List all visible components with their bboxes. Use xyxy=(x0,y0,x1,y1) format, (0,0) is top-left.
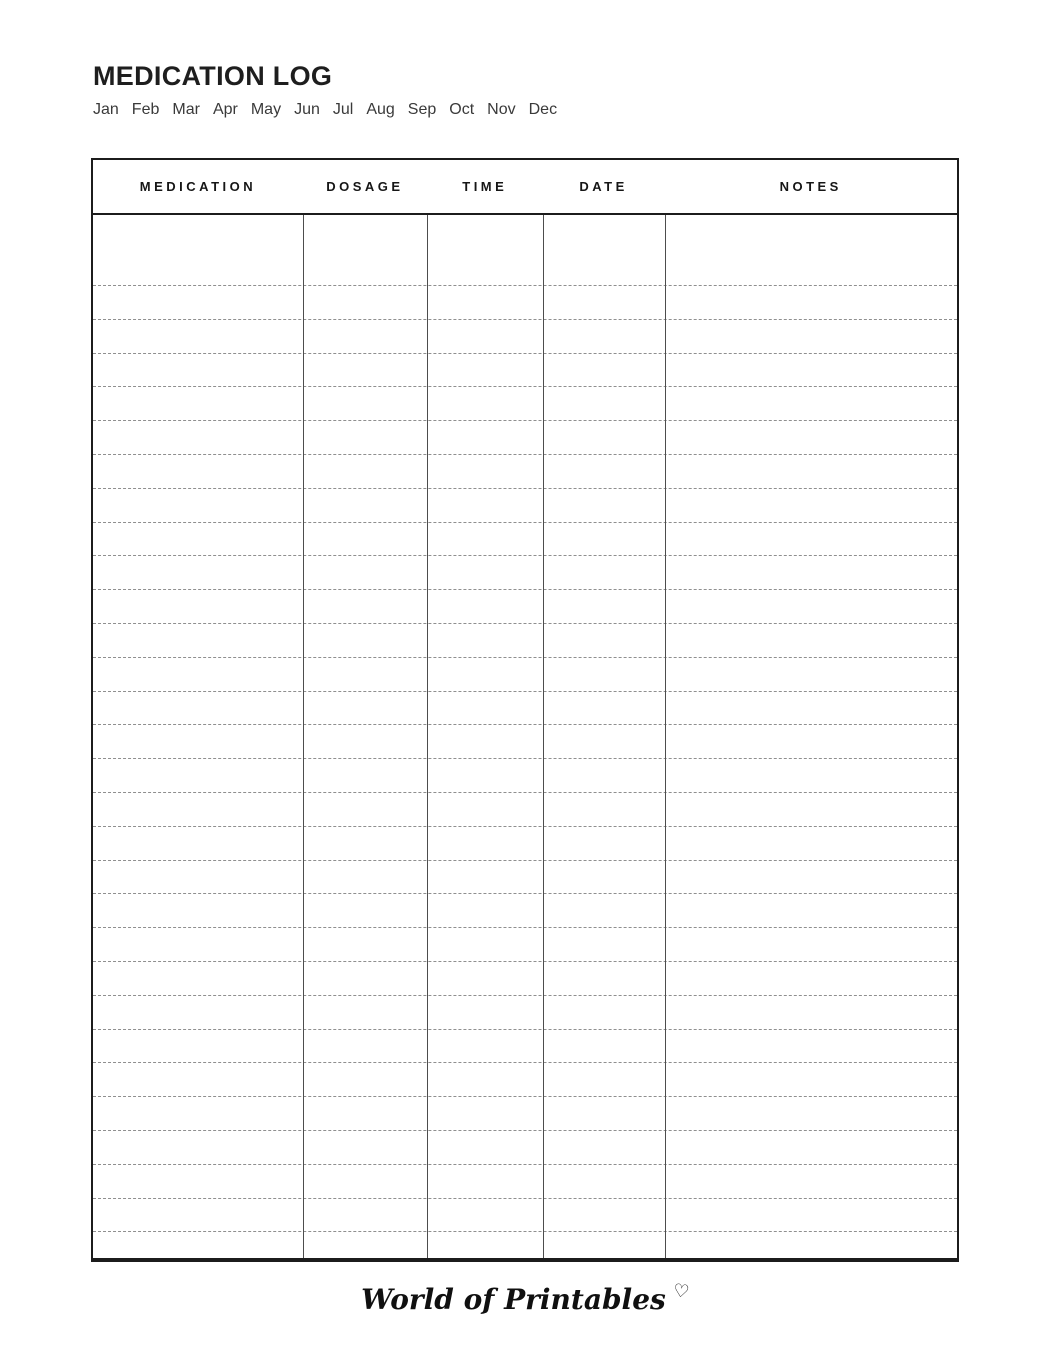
table-row xyxy=(93,489,957,523)
table-row xyxy=(93,692,957,726)
table-row xyxy=(93,725,957,759)
table-row xyxy=(93,1232,957,1258)
month-feb: Feb xyxy=(131,101,160,118)
table-header-row xyxy=(93,160,957,215)
month-mar: Mar xyxy=(172,101,200,118)
table-row xyxy=(93,523,957,557)
table-body xyxy=(93,215,957,1258)
table-row xyxy=(93,590,957,624)
table-row xyxy=(93,387,957,421)
month-jun: Jun xyxy=(294,101,320,118)
table-row xyxy=(93,215,957,286)
brand-logo-text: World of Printables xyxy=(361,1283,666,1316)
table-row xyxy=(93,928,957,962)
month-apr: Apr xyxy=(212,101,238,118)
table-row xyxy=(93,658,957,692)
month-dec: Dec xyxy=(528,101,558,118)
table-row xyxy=(93,894,957,928)
month-may: May xyxy=(250,101,282,118)
table-row xyxy=(93,827,957,861)
footer xyxy=(0,1281,1050,1316)
table-row xyxy=(93,556,957,590)
month-aug: Aug xyxy=(366,101,395,118)
month-jan: Jan xyxy=(93,101,119,118)
month-jul: Jul xyxy=(332,101,354,118)
column-header-notes: NOTES xyxy=(779,179,842,194)
table-row xyxy=(93,861,957,895)
column-divider xyxy=(543,215,544,1258)
column-divider xyxy=(427,215,428,1258)
column-header-dosage: DOSAGE xyxy=(326,179,404,194)
table-row xyxy=(93,1030,957,1064)
table-row xyxy=(93,1131,957,1165)
table-row xyxy=(93,455,957,489)
table-row xyxy=(93,996,957,1030)
column-divider xyxy=(303,215,304,1258)
table-row xyxy=(93,320,957,354)
table-row xyxy=(93,1199,957,1233)
month-nov: Nov xyxy=(487,101,516,118)
heart-icon: ♡ xyxy=(671,1279,691,1304)
column-header-medication: MEDICATION xyxy=(139,179,257,194)
table-row xyxy=(93,286,957,320)
column-header-time: TIME xyxy=(462,179,508,194)
medication-log-table xyxy=(91,158,959,1262)
table-row xyxy=(93,421,957,455)
column-divider xyxy=(665,215,666,1258)
table-row xyxy=(93,793,957,827)
month-oct: Oct xyxy=(449,101,475,118)
table-row xyxy=(93,624,957,658)
page-title: MEDICATION LOG xyxy=(93,61,333,91)
column-header-date: DATE xyxy=(579,179,628,194)
table-row xyxy=(93,1063,957,1097)
table-row xyxy=(93,962,957,996)
table-row xyxy=(93,1097,957,1131)
table-row xyxy=(93,759,957,793)
table-row xyxy=(93,354,957,388)
months-row xyxy=(93,101,557,119)
month-sep: Sep xyxy=(407,101,437,118)
table-row xyxy=(93,1165,957,1199)
